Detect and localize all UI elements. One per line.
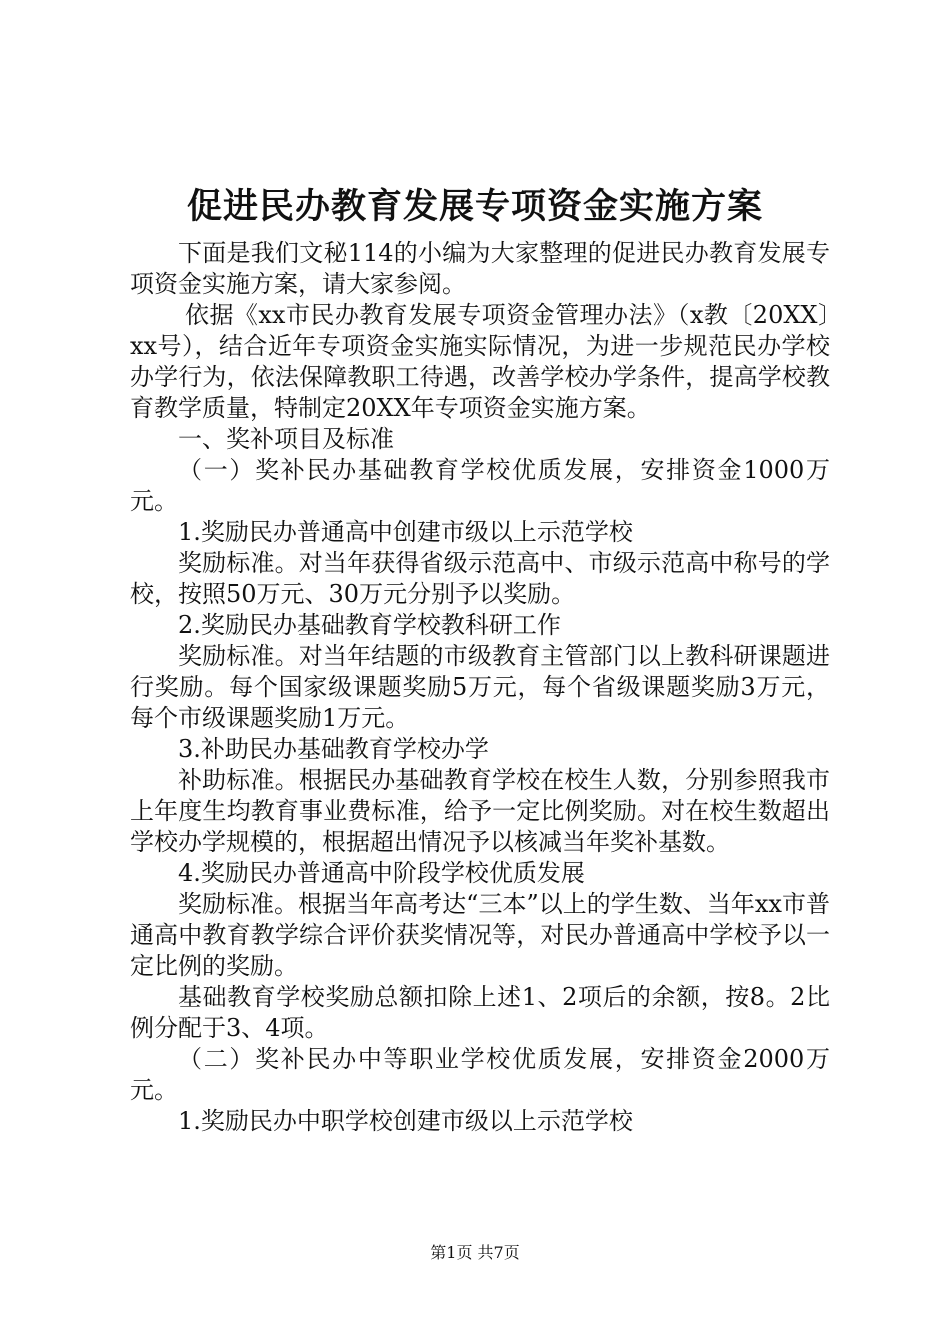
subheading-part-1: （一）奖补民办基础教育学校优质发展，安排资金1000万元。 bbox=[130, 456, 830, 515]
item-heading: 1.奖励民办中职学校创建市级以上示范学校 bbox=[178, 1107, 633, 1135]
paragraph-intro: 下面是我们文秘114的小编为大家整理的促进民办教育发展专项资金实施方案，请大家参阅。 bbox=[130, 239, 830, 298]
item-standard: 奖励标准。根据当年高考达“三本”以上的学生数、当年xx市普通高中教育教学综合评价获奖情况等，对民办普通高中学校予以一定比例的奖励。 bbox=[130, 890, 830, 980]
item-heading: 2.奖励民办基础教育学校教科研工作 bbox=[178, 611, 561, 639]
subheading-part-2: （二）奖补民办中等职业学校优质发展，安排资金2000万元。 bbox=[130, 1045, 830, 1104]
item-heading: 1.奖励民办普通高中创建市级以上示范学校 bbox=[178, 518, 633, 546]
paragraph-basis: 依据《xx市民办教育发展专项资金管理办法》（x教〔20XX〕xx号），结合近年专项资金实施实际情况，为进一步规范民办学校办学行为，依法保障教职工待遇，改善学校办学条件，提高学校教育教学质量，特制定20XX年专项资金实施方案。 bbox=[130, 301, 830, 422]
allocation-note: 基础教育学校奖励总额扣除上述1、2项后的余额，按8。2比例分配于3、4项。 bbox=[130, 983, 830, 1042]
item-heading: 3.补助民办基础教育学校办学 bbox=[178, 735, 489, 763]
item-standard: 补助标准。根据民办基础教育学校在校生人数，分别参照我市上年度生均教育事业费标准，给予一定比例奖励。对在校生数超出学校办学规模的，根据超出情况予以核减当年奖补基数。 bbox=[130, 766, 830, 856]
document-body bbox=[130, 238, 830, 1137]
heading-section-1: 一、奖补项目及标准 bbox=[178, 425, 394, 453]
page-footer: 第1页 共7页 bbox=[430, 1243, 520, 1262]
item-heading: 4.奖励民办普通高中阶段学校优质发展 bbox=[178, 859, 585, 887]
item-standard: 奖励标准。对当年获得省级示范高中、市级示范高中称号的学校，按照50万元、30万元分别予以奖励。 bbox=[130, 549, 830, 608]
document-title: 促进民办教育发展专项资金实施方案 bbox=[186, 186, 763, 227]
item-standard: 奖励标准。对当年结题的市级教育主管部门以上教科研课题进行奖励。每个国家级课题奖励5万元，每个省级课题奖励3万元，每个市级课题奖励1万元。 bbox=[130, 642, 830, 732]
